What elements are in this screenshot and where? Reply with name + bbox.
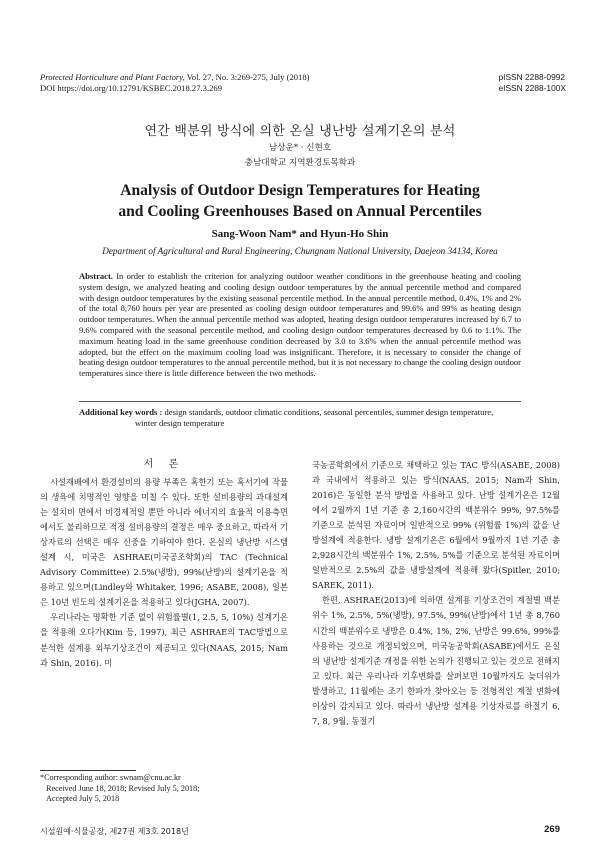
keywords bbox=[79, 407, 521, 429]
eissn: eISSN 2288-100X bbox=[498, 83, 566, 93]
doi-link[interactable]: DOI https://doi.org/10.12791/KSBEC.2018.27.3.269 bbox=[40, 83, 222, 93]
title-english-line-1: Analysis of Outdoor Design Temperatures for Heating bbox=[120, 182, 480, 199]
footer-journal: 시설원예·식물공장, 제27권 제3호 2018년 bbox=[40, 827, 189, 836]
paragraph: 시설재배에서 환경설비의 용량 부족은 혹한기 또는 혹서기에 작물의 생육에 치명적인 영향을 미칠 수 있다. 또한 설비용량의 과대설계는 설치비 면에서 비경제적일 뿐만 아니라 에너지의 효율적 이용측면에서도 불리하므로 적정 설비용량의 결정은 매우 중요하고, 따라서 기상자료의 선택은 매우 신중을 기하여야 한다. 온실의 냉난방 시스템 설계 시, 미국은 ASHRAE(미국공조학회)의 TAC (Technical Advisory Committee) 2.5%(냉방), 99%(난방)의 설계기온을 적용하고 있으며(Lindley와 Whitaker, 1996; ASABE, 2008), 일본은 10년 빈도의 설계기온을 적용하고 있다(JGHA, 2007). bbox=[40, 477, 288, 608]
authors-korean: 남상운* · 신현호 bbox=[268, 143, 332, 153]
body-column-left bbox=[40, 458, 288, 671]
keywords-label: Additional key words : bbox=[79, 407, 163, 417]
affiliation-english: Department of Agricultural and Rural Engineering, Chungnam National University, Daejeon 34134, Korea bbox=[102, 246, 498, 256]
title-english bbox=[0, 180, 600, 222]
title-korean: 연간 백분위 방식에 의한 온실 냉난방 설계기온의 분석 bbox=[144, 124, 456, 139]
authors-english: Sang-Woon Nam* and Hyun-Ho Shin bbox=[211, 228, 389, 240]
abstract bbox=[79, 271, 521, 379]
pissn: pISSN 2288-0992 bbox=[498, 72, 566, 82]
corresponding-author: *Corresponding author: swnam@cnu.ac.kr bbox=[40, 773, 181, 782]
page-number: 269 bbox=[544, 824, 560, 835]
keywords-line-1: design standards, outdoor climatic conditions, seasonal percentiles, summer design temperature, bbox=[162, 407, 494, 417]
keywords-divider bbox=[79, 401, 521, 402]
issn-block bbox=[498, 72, 566, 94]
volume-issue: Vol. 27, No. 3:269-275, July (2018) bbox=[184, 72, 310, 82]
paragraph: 우리나라는 명확한 기준 없이 위험률별(1, 2.5, 5, 10%) 설계기온을 적용해 오다가(Kim 등, 1997), 최근 ASHRAE의 TAC방법으로 분석한 설계용 외부기상조건이 제공되고 있다(NAAS, 2015; Nam과 Shin, 2016). 미 bbox=[40, 612, 288, 668]
abstract-label: Abstract. bbox=[79, 271, 113, 281]
accepted-date: Accepted July 5, 2018 bbox=[46, 794, 120, 803]
title-english-line-2: and Cooling Greenhouses Based on Annual Percentiles bbox=[118, 203, 482, 220]
footnote-divider bbox=[40, 770, 136, 771]
affiliation-korean: 충남대학교 지역환경토목학과 bbox=[244, 158, 356, 168]
journal-citation bbox=[40, 72, 310, 83]
paragraph: 한편, ASHRAE(2013)에 의하면 설계용 기상조건이 계절별 백분위수 1%, 2.5%, 5%(냉방), 97.5%, 99%(난방)에서 1년 총 8,760시간의 백분위수로 냉방은 0.4%, 1%, 2%, 난방은 99.6%, 99%를 사용하는 것으로 개정되었으며, 미국농공학회(ASABE)에서도 온실의 냉난방 설계기준 개정을 위한 논의가 진행되고 있는 것으로 전해지고 있다. 최근 우리나라 기후변화를 살펴보면 10월까지도 늦더위가 발생하고, 11월에는 조기 한파가 찾아오는 등 전형적인 계절 변화에 이상이 감지되고 있다. 따라서 냉난방 설계용 기상자료를 하절기 6, 7, 8, 9월, 동절기 bbox=[312, 595, 560, 726]
journal-header bbox=[40, 72, 310, 94]
paragraph: 국농공학회에서 기준으로 채택하고 있는 TAC 방식(ASABE, 2008)과 국내에서 적용하고 있는 방식(NAAS, 2015; Nam과 Shin, 2016)은 동일한 분석 방법을 사용하고 있다. 난방 설계기온은 12월에서 2월까지 1년 기준 총 2,160시간의 백분위수 99%, 97.5%를 기준으로 분석된 자료이며 일반적으로 99% (위험률 1%)의 값을 난방설계에 적용한다. 냉방 설계기온은 6월에서 9월까지 1년 기준 총 2,928시간의 백분위수 1%, 2.5%, 5%를 기준으로 분석된 자료이며 일반적으로 2.5%의 값을 냉방설계에 적용해 왔다(Spitler, 2010; SAREK, 2011). bbox=[312, 460, 560, 591]
footnote bbox=[40, 773, 290, 805]
received-date: Received June 18, 2018; Revised July 5, 2018; bbox=[46, 783, 200, 793]
section-heading-introduction: 서 론 bbox=[143, 459, 185, 470]
body-column-right bbox=[312, 458, 560, 729]
abstract-text: In order to establish the criterion for analyzing outdoor weather conditions in the greenhouse heating and cooling system design, we analyzed heating and cooling design outdoor temperatures by the annual percentile method and compared with design outdoor temperatures by the existing seasonal percentile method. In the annual percentile method, 0.4%, 1% and 2% of the total 8,760 hours per year are presented as cooling design outdoor temperatures and 99.6% and 99% as heating design outdoor temperatures. When the annual percentile method was adopted, heating design outdoor temperatures increased by 6.7 to 9.6% compared with the seasonal percentile method, and cooling design outdoor temperatures decreased by 0.6 to 1.1%. The maximum heating load in the same greenhouse condition decreased by 3.0 to 3.6% when the annual percentile method was adopted, but the effect on the maximum cooling load was insignificant. Therefore, it is necessary to consider the change of heating design outdoor temperatures to the annual percentile method, but it is not necessary to change the cooling design outdoor temperatures since there is little difference between the two methods. bbox=[79, 271, 521, 379]
journal-name: Protected Horticulture and Plant Factory, bbox=[40, 72, 185, 82]
keywords-line-2: winter design temperature bbox=[135, 417, 225, 428]
